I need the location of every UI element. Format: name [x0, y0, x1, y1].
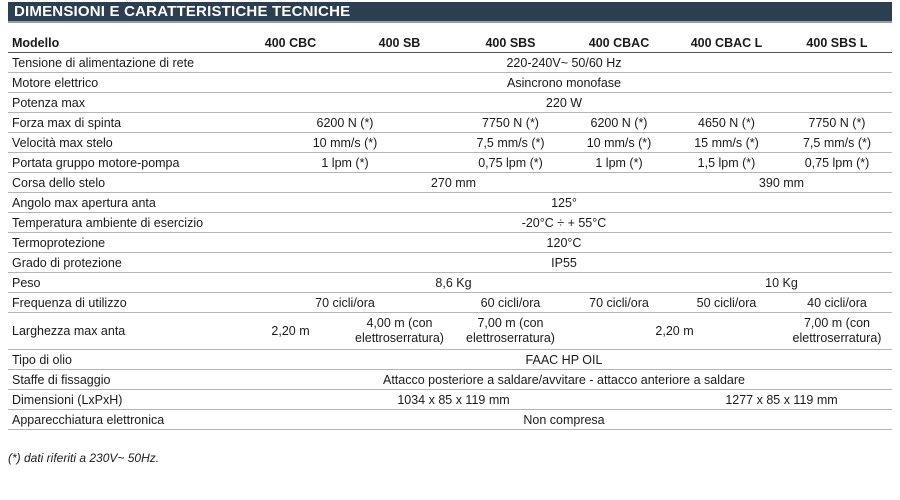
column-header: 400 SB [345, 33, 454, 53]
row-value: 7750 N (*) [454, 113, 567, 133]
table-row [8, 73, 892, 93]
row-label: Dimensioni (LxPxH) [8, 390, 236, 410]
row-value: 7,5 mm/s (*) [782, 133, 892, 153]
row-label: Motore elettrico [8, 73, 236, 93]
row-value: 50 cicli/ora [671, 293, 782, 313]
row-value: 1 lpm (*) [567, 153, 671, 173]
table-row [8, 410, 892, 430]
row-value: 4,00 m (con elettroserratura) [345, 313, 454, 350]
row-value: 2,20 m [236, 313, 345, 350]
row-value: 10 Kg [671, 273, 892, 293]
row-label: Corsa dello stelo [8, 173, 236, 193]
row-label: Larghezza max anta [8, 313, 236, 350]
row-value: 2,20 m [567, 313, 782, 350]
row-value: 6200 N (*) [567, 113, 671, 133]
row-value: 1,5 lpm (*) [671, 153, 782, 173]
row-value: 70 cicli/ora [567, 293, 671, 313]
row-label: Tensione di alimentazione di rete [8, 53, 236, 73]
row-value: 1277 x 85 x 119 mm [671, 390, 892, 410]
table-row [8, 293, 892, 313]
row-value: 15 mm/s (*) [671, 133, 782, 153]
column-header: 400 SBS L [782, 33, 892, 53]
row-value: 120°C [236, 233, 892, 253]
row-value: Non compresa [236, 410, 892, 430]
row-label: Portata gruppo motore-pompa [8, 153, 236, 173]
row-value: 1034 x 85 x 119 mm [236, 390, 671, 410]
row-value: 7,00 m (con elettroserratura) [782, 313, 892, 350]
row-value: 220 W [236, 93, 892, 113]
row-label: Termoprotezione [8, 233, 236, 253]
row-label: Frequenza di utilizzo [8, 293, 236, 313]
table-row [8, 273, 892, 293]
row-value: 70 cicli/ora [236, 293, 454, 313]
spec-table [8, 33, 892, 430]
table-row [8, 390, 892, 410]
row-value: 7,5 mm/s (*) [454, 133, 567, 153]
row-value: 4650 N (*) [671, 113, 782, 133]
table-row [8, 313, 892, 350]
column-header: 400 CBAC L [671, 33, 782, 53]
row-value: 125° [236, 193, 892, 213]
table-row [8, 370, 892, 390]
row-value: Attacco posteriore a saldare/avvitare - attacco anteriore a saldare [236, 370, 892, 390]
row-value: 0,75 lpm (*) [454, 153, 567, 173]
row-value: IP55 [236, 253, 892, 273]
table-row [8, 113, 892, 133]
column-header: 400 CBAC [567, 33, 671, 53]
table-row [8, 193, 892, 213]
column-header: Modello [8, 33, 236, 53]
row-label: Velocità max stelo [8, 133, 236, 153]
column-header: 400 CBC [236, 33, 345, 53]
row-value: 60 cicli/ora [454, 293, 567, 313]
row-value: 0,75 lpm (*) [782, 153, 892, 173]
table-row [8, 153, 892, 173]
row-value: 7750 N (*) [782, 113, 892, 133]
row-value: -20°C ÷ + 55°C [236, 213, 892, 233]
table-header-row [8, 33, 892, 53]
row-value: Asincrono monofase [236, 73, 892, 93]
row-value: 1 lpm (*) [236, 153, 454, 173]
row-label: Forza max di spinta [8, 113, 236, 133]
row-label: Potenza max [8, 93, 236, 113]
table-row [8, 233, 892, 253]
row-label: Temperatura ambiente di esercizio [8, 213, 236, 233]
row-value: 40 cicli/ora [782, 293, 892, 313]
row-value: FAAC HP OIL [236, 350, 892, 370]
table-row [8, 213, 892, 233]
row-label: Grado di protezione [8, 253, 236, 273]
table-row [8, 93, 892, 113]
row-label: Apparecchiatura elettronica [8, 410, 236, 430]
row-label: Angolo max apertura anta [8, 193, 236, 213]
table-row [8, 350, 892, 370]
row-value: 390 mm [671, 173, 892, 193]
section-title: DIMENSIONI E CARATTERISTICHE TECNICHE [14, 3, 351, 20]
row-label: Peso [8, 273, 236, 293]
table-row [8, 53, 892, 73]
table-row [8, 133, 892, 153]
table-row [8, 253, 892, 273]
row-value: 220-240V~ 50/60 Hz [236, 53, 892, 73]
row-value: 7,00 m (con elettroserratura) [454, 313, 567, 350]
column-header: 400 SBS [454, 33, 567, 53]
row-value: 10 mm/s (*) [236, 133, 454, 153]
row-value: 10 mm/s (*) [567, 133, 671, 153]
row-value: 270 mm [236, 173, 671, 193]
row-value: 8,6 Kg [236, 273, 671, 293]
section-header [8, 2, 892, 23]
row-value: 6200 N (*) [236, 113, 454, 133]
table-row [8, 173, 892, 193]
row-label: Tipo di olio [8, 350, 236, 370]
row-label: Staffe di fissaggio [8, 370, 236, 390]
footnote: (*) dati riferiti a 230V~ 50Hz. [8, 451, 160, 465]
